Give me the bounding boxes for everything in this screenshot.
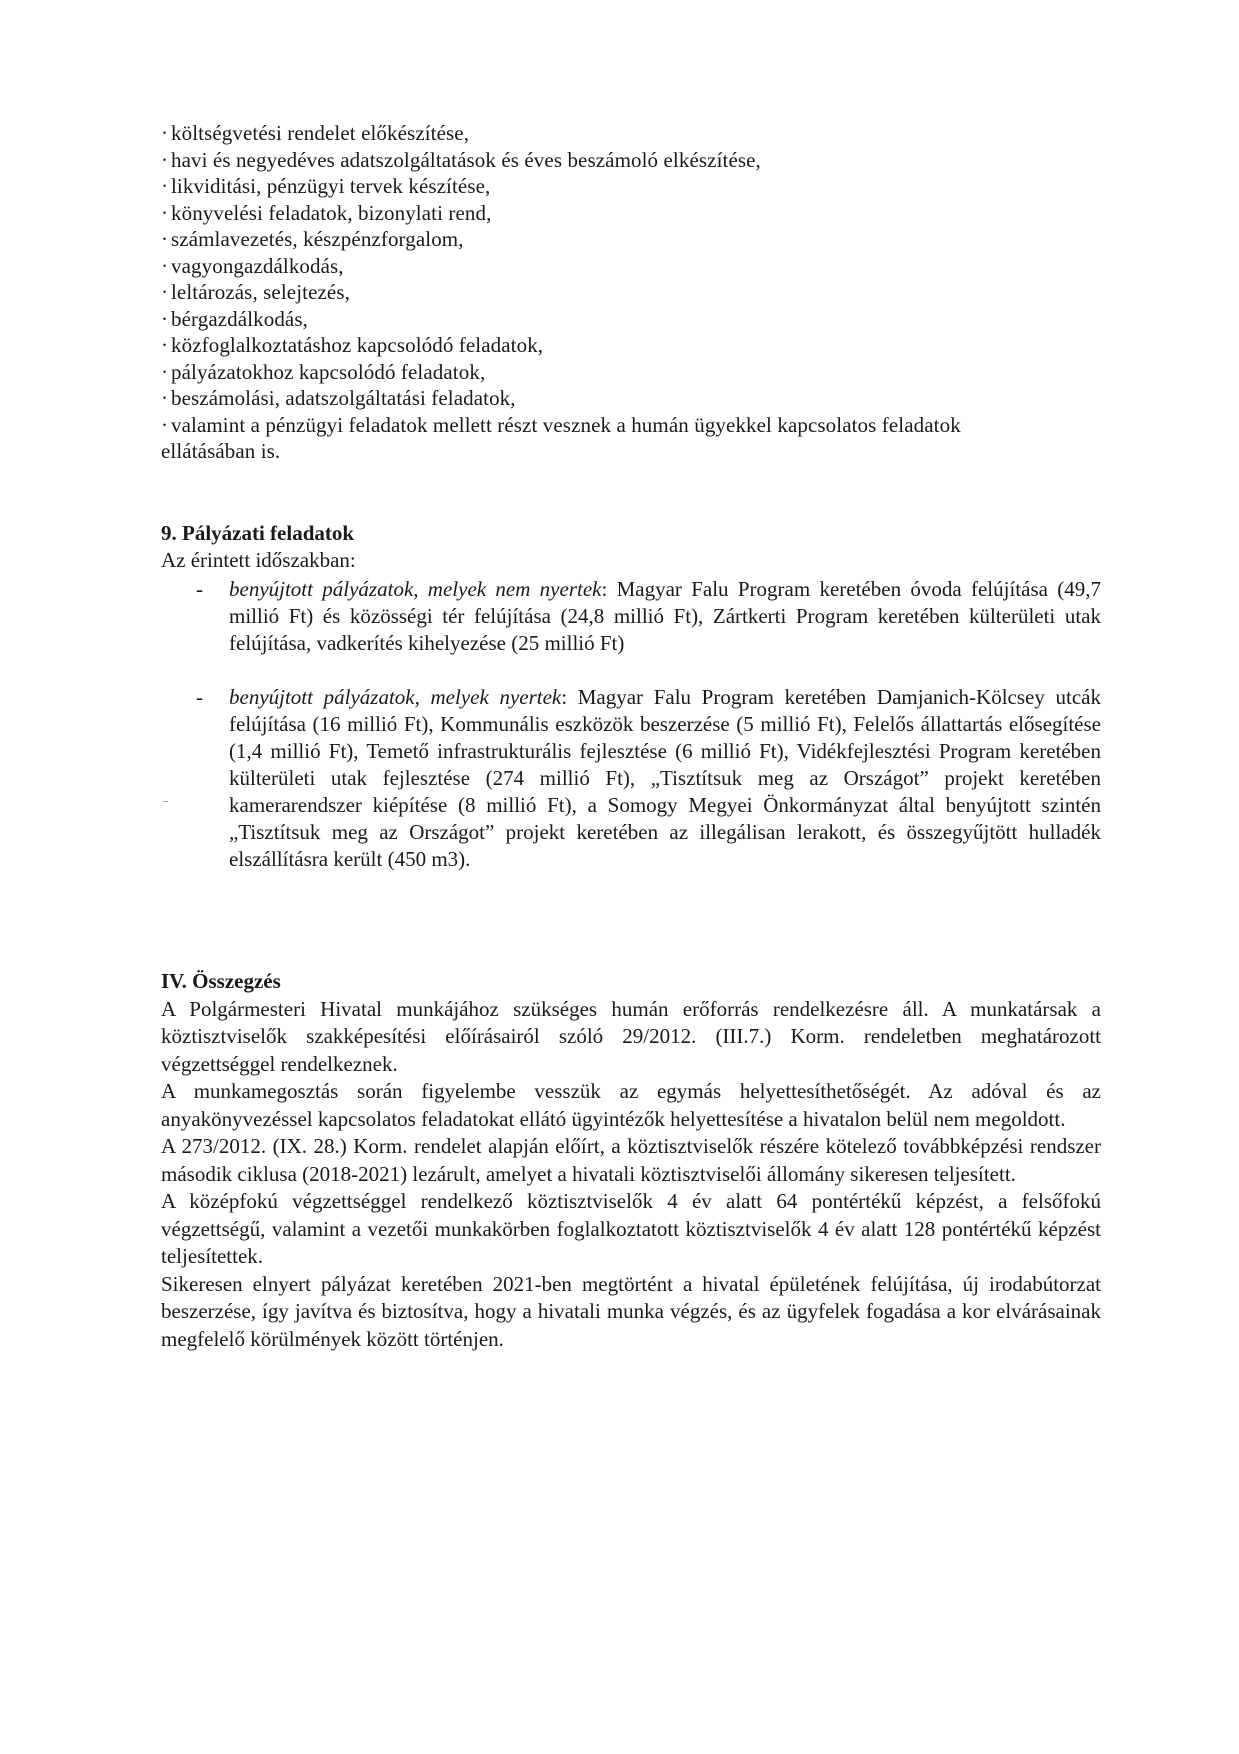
summary-paragraph: A 273/2012. (IX. 28.) Korm. rendelet alapján előírt, a köztisztviselők részére kötelező továbbképzési rendszer második ciklusa (2018-2021) lezárult, amelyet a hivatali köztisztviselői állomány sikeresen teljesített. <box>161 1134 1101 1186</box>
bullet-item: · valamint a pénzügyi feladatok mellett részt vesznek a humán ügyekkel kapcsolatos feladatok <box>161 412 961 437</box>
tender-item-text: : Magyar Falu Program keretében óvoda felújítása (49,7 millió Ft) és közösségi tér felújítása (24,8 millió Ft), Zártkerti Program keretében külterületi utak felújítása, vadkerítés kihelyezése (25 millió Ft) <box>229 577 1101 655</box>
bullet-item: · havi és negyedéves adatszolgáltatások és éves beszámoló elkészítése, <box>161 147 761 172</box>
section-heading: IV. Összegzés <box>161 969 281 993</box>
task-bullet-list <box>161 120 1101 465</box>
tender-item-won: - benyújtott pályázatok, melyek nyertek: Magyar Falu Program keretében Damjanich-Kölcsey utcák felújítása (16 millió Ft), Kommunális eszközök beszerzése (5 millió Ft), Felelős állattartás elősegítése (1,4 millió Ft), Temető infrastrukturális fejlesztése (6 millió Ft), Vidékfejlesztési Program keretében külterületi utak fejlesztése (274 millió Ft), „Tisztítsuk meg az Országot” projekt keretében kamerarendszer kiépítése (8 millió Ft), a Somogy Megyei Önkormányzat által benyújtott szintén „Tisztítsuk meg az Országot” projekt keretében az illegálisan lerakott, és összegyűjtött hulladék elszállításra került (450 m3). <box>196 685 1101 871</box>
tender-item-label: benyújtott pályázatok, melyek nem nyertek <box>229 577 602 601</box>
bullet-item: · vagyongazdálkodás, <box>161 253 344 278</box>
bullet-item: · likviditási, pénzügyi tervek készítése, <box>161 174 491 198</box>
section-9-tenders <box>161 520 1101 900</box>
bullet-item: · költségvetési rendelet előkészítése, <box>161 121 470 145</box>
tender-item-not-won: - benyújtott pályázatok, melyek nem nyertek: Magyar Falu Program keretében óvoda felújítása (49,7 millió Ft) és közösségi tér felújítása (24,8 millió Ft), Zártkerti Program keretében külterületi utak felújítása, vadkerítés kihelyezése (25 millió Ft) <box>196 577 1101 655</box>
bullet-item: · leltározás, selejtezés, <box>161 280 350 304</box>
section-heading: 9. Pályázati feladatok <box>161 521 355 545</box>
bullet-item: · közfoglalkoztatáshoz kapcsolódó feladatok, <box>161 333 544 357</box>
tender-item-text: : Magyar Falu Program keretében Damjanich-Kölcsey utcák felújítása (16 millió Ft), Kommunális eszközök beszerzése (5 millió Ft), Felelős állattartás elősegítése (1,4 millió Ft), Temető infrastrukturális fejlesztése (6 millió Ft), Vidékfejlesztési Program keretében külterületi utak fejlesztése (274 millió Ft), „Tisztítsuk meg az Országot” projekt keretében kamerarendszer kiépítése (8 millió Ft), a Somogy Megyei Önkormányzat által benyújtott szintén „Tisztítsuk meg az Országot” projekt keretében az illegálisan lerakott, és összegyűjtött hulladék elszállításra került (450 m3). <box>229 685 1101 871</box>
bullet-continuation: ellátásában is. <box>161 439 281 463</box>
summary-paragraph: Sikeresen elnyert pályázat keretében 2021-ben megtörtént a hivatal épületének felújítása, új irodabútorzat beszerzése, így javítva és biztosítva, hogy a hivatali munka végzés, és az ügyfelek fogadása a kor elvárásainak megfelelő körülmények között történjen. <box>161 1271 1101 1351</box>
tender-list <box>161 576 1101 873</box>
bullet-item: · beszámolási, adatszolgáltatási feladatok, <box>161 386 516 410</box>
summary-paragraph: A Polgármesteri Hivatal munkájához szükséges humán erőforrás rendelkezésre áll. A munkatársak a köztisztviselők szakképesítési előírásairól szóló 29/2012. (III.7.) Korm. rendeletben meghatározott végzettséggel rendelkeznek. <box>161 996 1101 1076</box>
bullet-item: · számlavezetés, készpénzforgalom, <box>161 227 464 251</box>
summary-paragraph: A középfokú végzettséggel rendelkező köztisztviselők 4 év alatt 64 pontértékű képzést, a felsőfokú végzettségű, valamint a vezetői munkakörben foglalkoztatott köztisztviselők 4 év alatt 128 pontértékű képzést teljesítettek. <box>161 1189 1101 1268</box>
tender-item-label: benyújtott pályázatok, melyek nyertek <box>229 685 562 709</box>
section-intro: Az érintett időszakban: <box>161 548 356 572</box>
bullet-item: · pályázatokhoz kapcsolódó feladatok, <box>161 359 486 384</box>
scan-speck <box>163 801 168 802</box>
summary-paragraph: A munkamegosztás során figyelembe vesszük az egymás helyettesíthetőségét. Az adóval és az anyakönyvezéssel kapcsolatos feladatokat ellátó ügyintézők helyettesítése a hivatalon belül nem megoldott. <box>161 1079 1101 1131</box>
bullet-item: · könyvelési feladatok, bizonylati rend, <box>161 200 492 225</box>
bullet-item: · bérgazdálkodás, <box>161 306 308 331</box>
section-iv-summary <box>161 968 1101 1353</box>
